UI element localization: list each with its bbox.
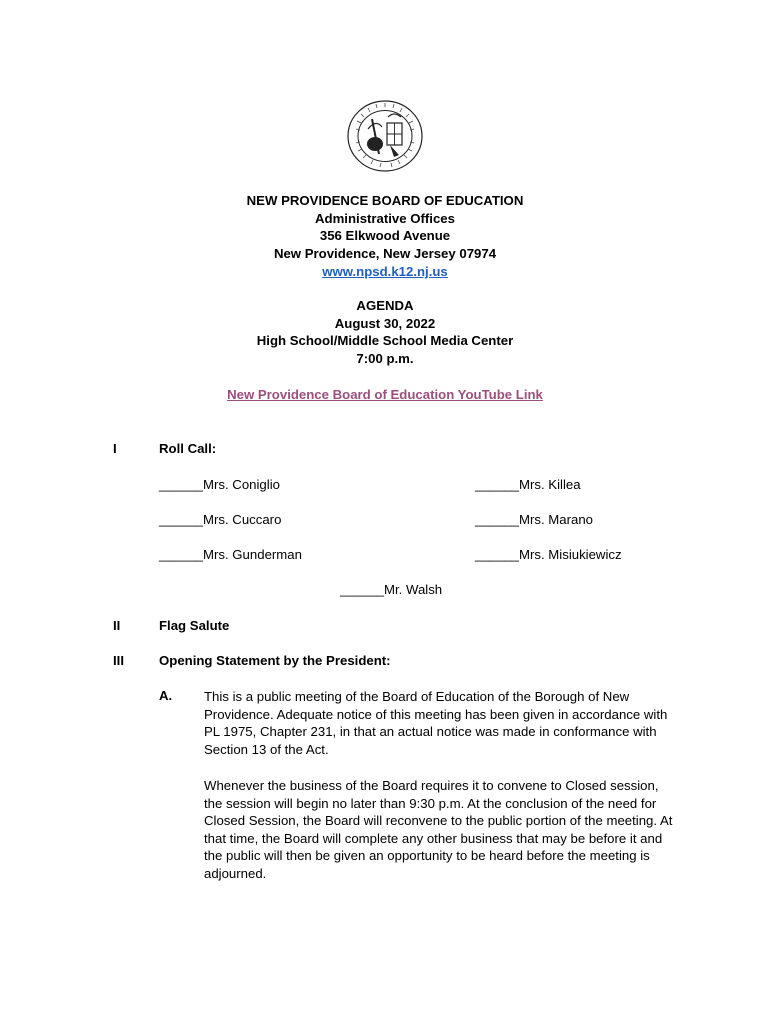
- roll-call-member: ______Mrs. Cuccaro: [159, 512, 282, 527]
- opening-paragraph-closed-session: Whenever the business of the Board requires it to convene to Closed session, the session will begin no later than 9:30 p.m. At the conclusion of the need for Closed Session, the Board will reconvene to the public portion of the meeting. At that time, the Board will complete any other business that may be before it and the public will then be given an opportunity to be heard before the meeting is adjourned.: [204, 778, 673, 881]
- youtube-link-row: [0, 386, 770, 404]
- item-label-a: A.: [159, 688, 173, 703]
- roll-call-member: ______Mrs. Marano: [475, 512, 594, 527]
- roll-call-member: ______Mrs. Coniglio: [159, 477, 280, 492]
- roll-call-heading: Roll Call:: [159, 441, 217, 456]
- section-numeral-opening: III: [113, 653, 124, 668]
- roll-call-member: ______Mrs. Killea: [475, 477, 581, 492]
- roll-call-member: ______Mrs. Misiukiewicz: [475, 547, 622, 562]
- office-name: Administrative Offices: [315, 210, 455, 226]
- meeting-time: 7:00 p.m.: [356, 351, 414, 367]
- meeting-header: [0, 297, 770, 368]
- youtube-link[interactable]: New Providence Board of Education YouTube Link: [227, 387, 543, 402]
- roll-call-member: ______Mrs. Gunderman: [159, 547, 302, 562]
- opening-statement-heading: Opening Statement by the President:: [159, 653, 391, 668]
- city-address: New Providence, New Jersey 07974: [273, 246, 497, 262]
- agenda-title: AGENDA: [356, 298, 414, 313]
- flag-salute-heading: Flag Salute: [159, 618, 230, 633]
- roll-call-member: ______Mr. Walsh: [340, 582, 443, 597]
- section-numeral-flag-salute: II: [113, 618, 121, 633]
- meeting-location: High School/Middle School Media Center: [256, 333, 514, 349]
- street-address: 356 Elkwood Avenue: [319, 228, 451, 244]
- opening-paragraph-notice: This is a public meeting of the Board of Education of the Borough of New Providence. Adequate notice of this meeting has been given in accordance with PL 1975, Chapter 231, in that an actual notice was made in conformance with Section 13 of the Act.: [204, 689, 668, 757]
- meeting-date: August 30, 2022: [334, 315, 436, 331]
- org-name: NEW PROVIDENCE BOARD OF EDUCATION: [246, 193, 524, 208]
- document-header: [0, 192, 770, 281]
- website-link[interactable]: www.npsd.k12.nj.us: [322, 263, 448, 279]
- district-seal-icon: [346, 99, 424, 173]
- section-numeral-roll-call: I: [113, 441, 117, 456]
